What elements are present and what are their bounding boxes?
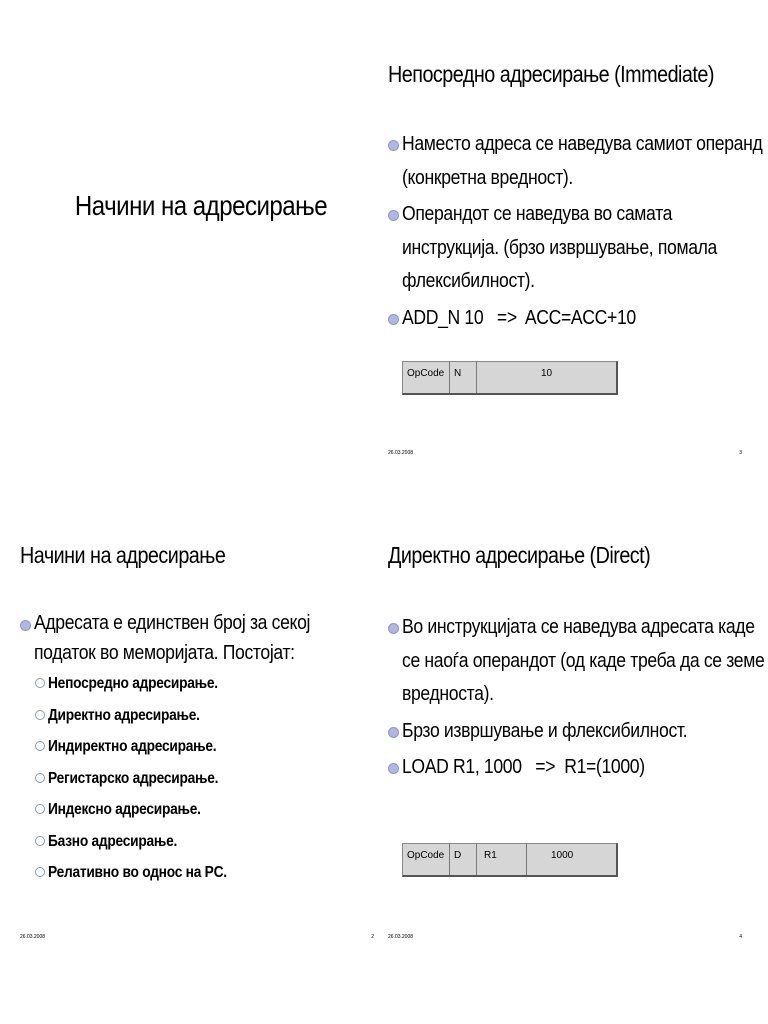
- slide-number: 4: [739, 934, 742, 940]
- instruction-format: [402, 361, 618, 395]
- slide-title: Директно адресирање (Direct): [388, 542, 651, 568]
- sub-item: Регистарско адресирање.: [34, 763, 360, 795]
- sub-item: Базно адресирање.: [34, 826, 360, 858]
- slide-2: [18, 512, 384, 982]
- bullet-dot-icon: [388, 623, 399, 634]
- slide-title: Начини на адресирање: [74, 190, 328, 221]
- bullet-item: Адресата е единствен број за секој податок во меморијата. Постојат: Непосредно адресирање. Директно адресирање. Индиректно адресирање. Регистарско адресирање. Индексно адресирање. Базно адресирање. Релативно во однос на PC.: [20, 608, 360, 889]
- instruction-cell-operand: 10: [540, 368, 553, 379]
- instruction-cell-opcode: OpCode: [403, 362, 450, 393]
- instruction-cell-address: 1000: [551, 850, 574, 861]
- sub-bullet-ring-icon: [35, 804, 45, 814]
- sub-bullet-ring-icon: [35, 741, 45, 751]
- slide-1: [18, 28, 384, 498]
- sub-item: Релативно во однос на PC.: [34, 857, 360, 889]
- sub-list: [34, 668, 360, 889]
- bullet-item: Операндот се наведува во самата инструкција. (брзо извршување, помала флексибилност).: [388, 198, 768, 299]
- slide-date: 26.03.2008: [20, 934, 46, 940]
- bullet-list: [388, 128, 768, 338]
- sub-item: Непосредно адресирање.: [34, 668, 360, 700]
- sub-item: Директно адресирање.: [34, 700, 360, 732]
- sub-bullet-ring-icon: [35, 867, 45, 877]
- instruction-cell-mode: N: [450, 362, 477, 393]
- sub-bullet-ring-icon: [35, 773, 45, 783]
- slide-title: Начини на адресирање: [20, 542, 226, 568]
- bullet-list: [388, 611, 768, 788]
- slide-4: [386, 512, 765, 982]
- bullet-dot-icon: [388, 763, 399, 774]
- sub-bullet-ring-icon: [35, 678, 45, 688]
- bullet-item: Наместо адреса се наведува самиот операнд (конкретна вредност).: [388, 128, 768, 195]
- sub-bullet-ring-icon: [35, 836, 45, 846]
- sub-item: Индиректно адресирање.: [34, 731, 360, 763]
- sub-bullet-ring-icon: [35, 710, 45, 720]
- instruction-cell-mode: D: [450, 844, 477, 875]
- bullet-item: ADD_N 10 => ACC=ACC+10: [388, 302, 768, 336]
- bullet-dot-icon: [388, 727, 399, 738]
- slide-number: 2: [371, 934, 374, 940]
- bullet-dot-icon: [388, 140, 399, 151]
- instruction-cell-register: R1: [477, 844, 527, 875]
- slide-number: 3: [739, 450, 742, 456]
- bullet-dot-icon: [388, 210, 399, 221]
- bullet-list: [20, 608, 360, 892]
- slide-date: 26.03.2008: [388, 934, 414, 940]
- instruction-format: [402, 843, 618, 877]
- bullet-item: LOAD R1, 1000 => R1=(1000): [388, 751, 768, 785]
- slide-title: Непосредно адресирање (Immediate): [388, 61, 714, 87]
- bullet-item: Брзо извршување и флексибилност.: [388, 715, 768, 749]
- sub-item: Индексно адресирање.: [34, 794, 360, 826]
- bullet-item: Во инструкцијата се наведува адресата каде се наоѓа операндот (од каде треба да се земе вредноста).: [388, 611, 768, 712]
- slide-date: 26.03.2008: [388, 450, 414, 456]
- bullet-dot-icon: [388, 314, 399, 325]
- bullet-dot-icon: [20, 620, 31, 631]
- instruction-cell-opcode: OpCode: [403, 844, 450, 875]
- slide-3: [386, 28, 763, 498]
